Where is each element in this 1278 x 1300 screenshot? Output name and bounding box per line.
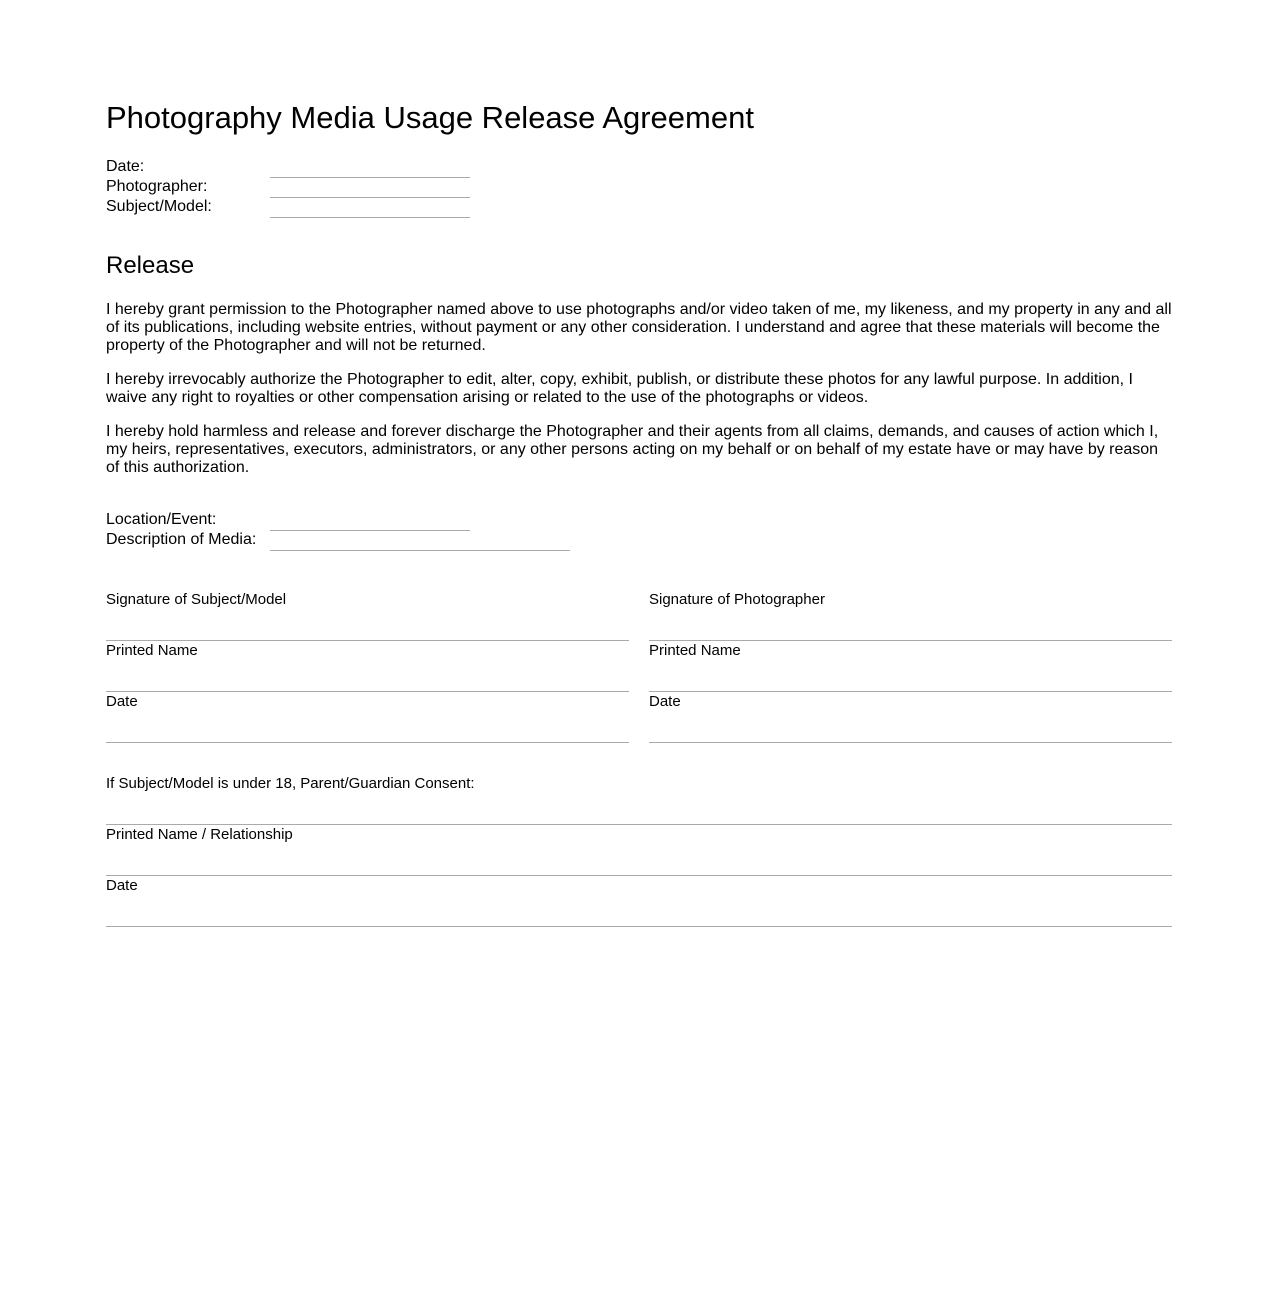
parent-printed-name-label: Printed Name / Relationship	[106, 826, 293, 843]
photographer-label: Photographer:	[106, 178, 208, 195]
release-paragraph: I hereby hold harmless and release and forever discharge the Photographer and their agents from all claims, demands, and causes of action which I, my heirs, representatives, executors, administrators, or any other persons acting on my behalf or on behalf of my estate have or may have by reason of this authorization.	[106, 423, 1159, 476]
parent-consent-block	[106, 775, 1172, 927]
document-title: Photography Media Usage Release Agreement	[106, 100, 754, 135]
subject-field[interactable]	[270, 198, 470, 218]
media-description-label: Description of Media:	[106, 531, 257, 548]
photographer-date-label: Date	[649, 693, 681, 710]
photographer-field[interactable]	[270, 178, 470, 198]
release-paragraph: I hereby irrevocably authorize the Photographer to edit, alter, copy, exhibit, publish, or distribute these photos for any lawful purpose. In addition, I waive any right to royalties or other compensation arising or related to the use of the photographs or videos.	[106, 371, 1133, 406]
parent-signature-line[interactable]	[106, 775, 1172, 825]
header-fields	[106, 158, 1172, 218]
photographer-signature-label: Signature of Photographer	[649, 591, 825, 608]
photographer-printed-name-line[interactable]	[649, 642, 1172, 692]
media-description-field[interactable]	[270, 531, 570, 551]
parent-printed-name-line[interactable]	[106, 826, 1172, 876]
parent-date-label: Date	[106, 877, 138, 894]
media-fields	[106, 511, 1172, 551]
subject-date-line[interactable]	[106, 693, 629, 743]
location-label: Location/Event:	[106, 511, 217, 528]
subject-printed-name-line[interactable]	[106, 642, 629, 692]
subject-signature-label: Signature of Subject/Model	[106, 591, 287, 608]
subject-signature-block	[106, 590, 629, 743]
location-field[interactable]	[270, 511, 470, 531]
subject-label: Subject/Model:	[106, 198, 212, 215]
photographer-signature-line[interactable]	[649, 591, 1172, 641]
photographer-signature-block	[649, 590, 1172, 743]
subject-date-label: Date	[106, 693, 138, 710]
release-heading: Release	[106, 252, 195, 279]
date-label: Date:	[106, 158, 145, 175]
parent-consent-label: If Subject/Model is under 18, Parent/Guardian Consent:	[106, 775, 475, 792]
parent-date-line[interactable]	[106, 877, 1172, 927]
photographer-printed-name-label: Printed Name	[649, 642, 741, 659]
subject-signature-line[interactable]	[106, 591, 629, 641]
subject-printed-name-label: Printed Name	[106, 642, 198, 659]
date-field[interactable]	[270, 158, 470, 178]
photographer-date-line[interactable]	[649, 693, 1172, 743]
release-paragraph: I hereby grant permission to the Photographer named above to use photographs and/or video taken of me, my likeness, and my property in any and all of its publications, including website entries, without payment or any other consideration. I understand and agree that these materials will become the property of the Photographer and will not be returned.	[106, 301, 1172, 354]
